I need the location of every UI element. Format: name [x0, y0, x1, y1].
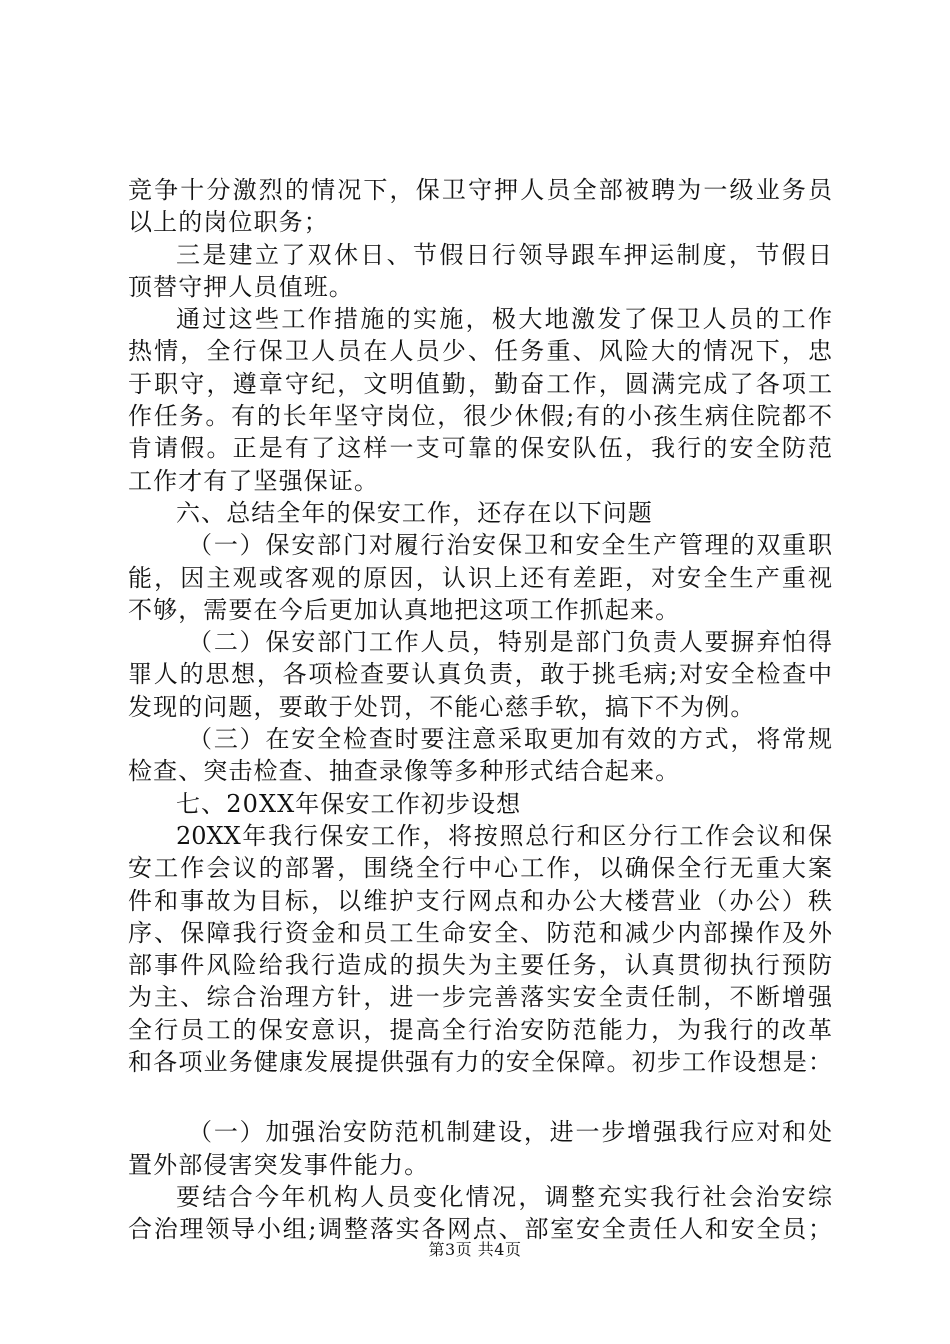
text-line: 顶替守押人员值班。: [128, 272, 354, 301]
text-line: 合治理领导小组;调整落实各网点、部室安全责任人和安全员；: [128, 1215, 832, 1244]
page-number-footer: 第3页 共4页: [428, 1240, 522, 1259]
text-line: 于职守，遵章守纪，文明值勤，勤奋工作，圆满完成了各项工: [128, 369, 832, 398]
text-line: 作任务。有的长年坚守岗位，很少休假;有的小孩生病住院都不: [128, 402, 832, 431]
text-line: 通过这些工作措施的实施，极大地激发了保卫人员的工作: [176, 305, 832, 334]
text-line: 检查、突击检查、抽查录像等多种形式结合起来。: [128, 757, 681, 786]
section-heading: 七、20XX年保安工作初步设想: [176, 789, 522, 818]
text-line: 序、保障我行资金和员工生命安全、防范和减少内部操作及外: [128, 918, 832, 947]
text-line: 肯请假。正是有了这样一支可靠的保安队伍，我行的安全防范: [128, 434, 832, 463]
text-line: 以上的岗位职务；: [128, 208, 329, 237]
section-heading: 六、总结全年的保安工作，还存在以下问题: [176, 498, 653, 527]
text-line: 能，因主观或客观的原因，认识上还有差距，对安全生产重视: [128, 563, 832, 592]
paragraph-gap: [128, 1078, 832, 1116]
text-line: （三）在安全检查时要注意采取更加有效的方式，将常规: [188, 725, 832, 754]
text-line: 不够，需要在今后更加认真地把这项工作抓起来。: [128, 595, 681, 624]
text-line: 发现的问题，要敢于处罚，不能心慈手软，搞下不为例。: [128, 692, 756, 721]
text-line: 部事件风险给我行造成的损失为主要任务，认真贯彻执行预防: [128, 951, 832, 980]
text-line: 和各项业务健康发展提供强有力的安全保障。初步工作设想是：: [128, 1048, 832, 1077]
text-line: （二）保安部门工作人员，特别是部门负责人要摒弃怕得: [188, 628, 832, 657]
text-line: 安工作会议的部署，围绕全行中心工作，以确保全行无重大案: [128, 854, 832, 883]
text-line: （一）加强治安防范机制建设，进一步增强我行应对和处: [188, 1118, 832, 1147]
text-line: 全行员工的保安意识，提高全行治安防范能力，为我行的改革: [128, 1015, 832, 1044]
document-body: [128, 174, 832, 1246]
text-line: 20XX年我行保安工作，将按照总行和区分行工作会议和保: [176, 821, 832, 850]
text-line: 件和事故为目标，以维护支行网点和办公大楼营业（办公）秩: [128, 886, 832, 915]
text-line: 工作才有了坚强保证。: [128, 466, 379, 495]
text-line: （一）保安部门对履行治安保卫和安全生产管理的双重职: [188, 531, 832, 560]
text-line: 三是建立了双休日、节假日行领导跟车押运制度，节假日: [176, 240, 832, 269]
text-line: 要结合今年机构人员变化情况，调整充实我行社会治安综: [176, 1182, 832, 1211]
text-line: 为主、综合治理方针，进一步完善落实安全责任制，不断增强: [128, 983, 832, 1012]
text-line: 置外部侵害突发事件能力。: [128, 1150, 430, 1179]
text-line: 竞争十分激烈的情况下，保卫守押人员全部被聘为一级业务员: [128, 176, 832, 204]
text-line: 罪人的思想，各项检查要认真负责，敢于挑毛病;对安全检查中: [128, 660, 832, 689]
text-line: 热情，全行保卫人员在人员少、任务重、风险大的情况下，忠: [128, 337, 832, 366]
